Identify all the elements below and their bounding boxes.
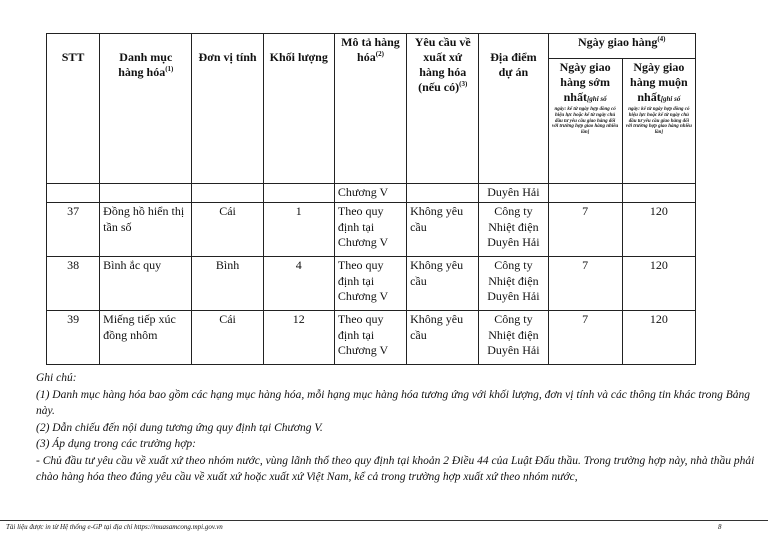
footer-divider [0, 520, 768, 521]
header-location: Địa điểm dự án [479, 34, 548, 184]
note-2: (2) Dẫn chiếu đến nội dung tương ứng quy định tại Chương V. [36, 421, 323, 434]
cell-earliest: 7 [548, 203, 622, 257]
cell-name: Đồng hồ hiển thị tần số [100, 203, 192, 257]
cell-unit: Bình [192, 257, 263, 311]
note-1: (1) Danh mục hàng hóa bao gồm các hạng mục hàng hóa, mỗi hạng mục hàng hóa tương ứng với khối lượng, đơn vị tính và các thông tin khác trong Bảng này. [36, 388, 750, 417]
header-unit: Đơn vị tính [192, 34, 263, 184]
notes-title: Ghi chú: [36, 372, 77, 384]
cell-origin-requirement: Không yêu cầu [407, 203, 479, 257]
cell-origin-requirement: Không yêu cầu [407, 311, 479, 365]
cell-earliest: 7 [548, 257, 622, 311]
cell-quantity: 1 [263, 203, 334, 257]
table-row [47, 311, 696, 365]
cell-quantity: 12 [263, 311, 334, 365]
cell-location: Duyên Hải [479, 184, 548, 203]
header-earliest-delivery: Ngày giao hàng sớm nhất[ghi số ngày: kể từ ngày hợp đồng có hiệu lực hoặc kể từ ngày chủ đầu tư yêu cầu giao hàng đối với trường hợp giao hàng nhiều lần] [548, 59, 622, 184]
cell-unit: Cái [192, 203, 263, 257]
cell-stt: 39 [47, 311, 100, 365]
cell-location: Công ty Nhiệt điện Duyên Hải [479, 257, 548, 311]
cell-description: Chương V [334, 184, 406, 203]
note-4: - Chủ đầu tư yêu cầu về xuất xứ theo nhóm nước, vùng lãnh thổ theo quy định tại khoản 2 Điều 44 của Luật Đấu thầu. Trong trường hợp này, nhà thầu phải chào hàng hóa theo đúng yêu cầu về xuất xứ hoặc xuất xứ Việt Nam, kể cả trong trường hợp xuất xứ theo nhóm nước, [36, 454, 755, 483]
cell-origin-requirement: Không yêu cầu [407, 257, 479, 311]
cell-earliest: 7 [548, 311, 622, 365]
cell-stt: 38 [47, 257, 100, 311]
note-3: (3) Áp dụng trong các trường hợp: [36, 438, 196, 450]
header-origin-requirement: Yêu cầu về xuất xứ hàng hóa (nếu có)$^{(3)}$ [407, 34, 479, 184]
table-row [47, 203, 696, 257]
header-stt: STT [47, 34, 100, 184]
cell-name: Bình ắc quy [100, 257, 192, 311]
header-quantity: Khối lượng [263, 34, 334, 184]
cell-latest: 120 [622, 311, 695, 365]
header-delivery-date: Ngày giao hàng$^{(4)}$ [548, 34, 695, 59]
cell-quantity: 4 [263, 257, 334, 311]
header-description: Mô tả hàng hóa$^{(2)}$ [334, 34, 406, 184]
goods-table [46, 33, 696, 365]
cell-latest: 120 [622, 203, 695, 257]
header-latest-delivery: Ngày giao hàng muộn nhất[ghi số ngày: kể từ ngày hợp đồng có hiệu lực hoặc kể từ ngày chủ đầu tư yêu cầu giao hàng đối với trường hợp giao hàng nhiều lần] [622, 59, 695, 184]
cell-stt: 37 [47, 203, 100, 257]
cell-latest: 120 [622, 257, 695, 311]
header-category: Danh mục hàng hóa$^{(1)}$ [100, 34, 192, 184]
notes-section [36, 370, 756, 486]
footer-source-text: Tài liệu được in từ Hệ thống e-GP tại địa chỉ https://muasamcong.mpi.gov.vn [6, 523, 223, 531]
cell-location: Công ty Nhiệt điện Duyên Hải [479, 203, 548, 257]
cell-location: Công ty Nhiệt điện Duyên Hải [479, 311, 548, 365]
cell-description: Theo quy định tại Chương V [334, 203, 406, 257]
table-row [47, 257, 696, 311]
table-row-continued [47, 184, 696, 203]
page-number: 8 [718, 523, 722, 531]
cell-description: Theo quy định tại Chương V [334, 257, 406, 311]
cell-unit: Cái [192, 311, 263, 365]
cell-name: Miếng tiếp xúc đồng nhôm [100, 311, 192, 365]
cell-description: Theo quy định tại Chương V [334, 311, 406, 365]
